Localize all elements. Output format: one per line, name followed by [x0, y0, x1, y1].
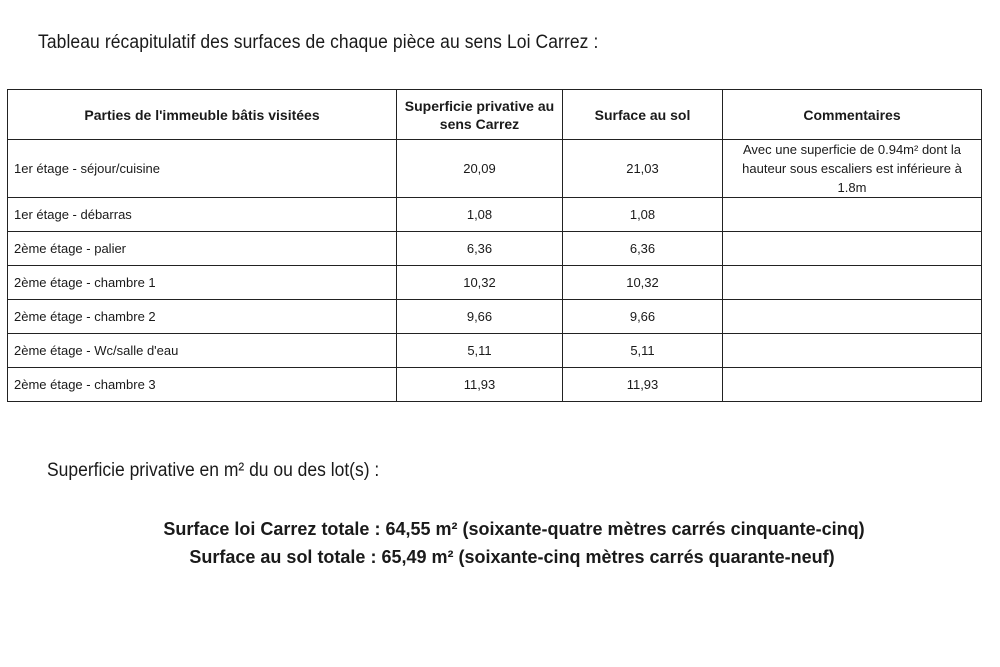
- table-row: [8, 232, 982, 266]
- header-sol: Surface au sol: [563, 90, 723, 140]
- header-comment: Commentaires: [723, 90, 982, 140]
- total-carrez: Surface loi Carrez totale : 64,55 m² (soixante-quatre mètres carrés cinquante-cinq): [163, 519, 865, 539]
- cell-carrez: 1,08: [397, 198, 563, 232]
- totals-block: [0, 515, 1000, 571]
- table-row: [8, 266, 982, 300]
- cell-carrez: 11,93: [397, 368, 563, 402]
- cell-sol: 21,03: [563, 140, 723, 198]
- cell-part: 2ème étage - chambre 3: [8, 368, 397, 402]
- cell-part: 2ème étage - chambre 1: [8, 266, 397, 300]
- cell-carrez: 9,66: [397, 300, 563, 334]
- page-title: Tableau récapitulatif des surfaces de chaque pièce au sens Loi Carrez :: [38, 32, 599, 53]
- cell-sol: 1,08: [563, 198, 723, 232]
- table-row: [8, 198, 982, 232]
- cell-sol: 11,93: [563, 368, 723, 402]
- section-subtitle: Superficie privative en m² du ou des lot(s) :: [47, 460, 380, 481]
- table-row: [8, 300, 982, 334]
- cell-carrez: 10,32: [397, 266, 563, 300]
- cell-carrez: 20,09: [397, 140, 563, 198]
- cell-comment: [723, 198, 982, 232]
- table-row: [8, 140, 982, 198]
- cell-sol: 5,11: [563, 334, 723, 368]
- header-carrez: Superficie privative au sens Carrez: [397, 90, 563, 140]
- cell-part: 1er étage - débarras: [8, 198, 397, 232]
- cell-comment: [723, 232, 982, 266]
- table-header-row: [8, 90, 982, 140]
- cell-part: 2ème étage - palier: [8, 232, 397, 266]
- table-row: [8, 368, 982, 402]
- cell-comment: [723, 266, 982, 300]
- cell-carrez: 6,36: [397, 232, 563, 266]
- cell-comment: [723, 300, 982, 334]
- surface-table: [7, 89, 982, 402]
- cell-part: 1er étage - séjour/cuisine: [8, 140, 397, 198]
- cell-comment: [723, 334, 982, 368]
- header-part: Parties de l'immeuble bâtis visitées: [8, 90, 397, 140]
- total-sol: Surface au sol totale : 65,49 m² (soixante-cinq mètres carrés quarante-neuf): [189, 547, 835, 567]
- table-row: [8, 334, 982, 368]
- cell-carrez: 5,11: [397, 334, 563, 368]
- cell-sol: 9,66: [563, 300, 723, 334]
- cell-sol: 6,36: [563, 232, 723, 266]
- cell-part: 2ème étage - Wc/salle d'eau: [8, 334, 397, 368]
- cell-comment: Avec une superficie de 0.94m² dont la hauteur sous escaliers est inférieure à 1.8m: [723, 140, 982, 198]
- cell-part: 2ème étage - chambre 2: [8, 300, 397, 334]
- cell-sol: 10,32: [563, 266, 723, 300]
- cell-comment: [723, 368, 982, 402]
